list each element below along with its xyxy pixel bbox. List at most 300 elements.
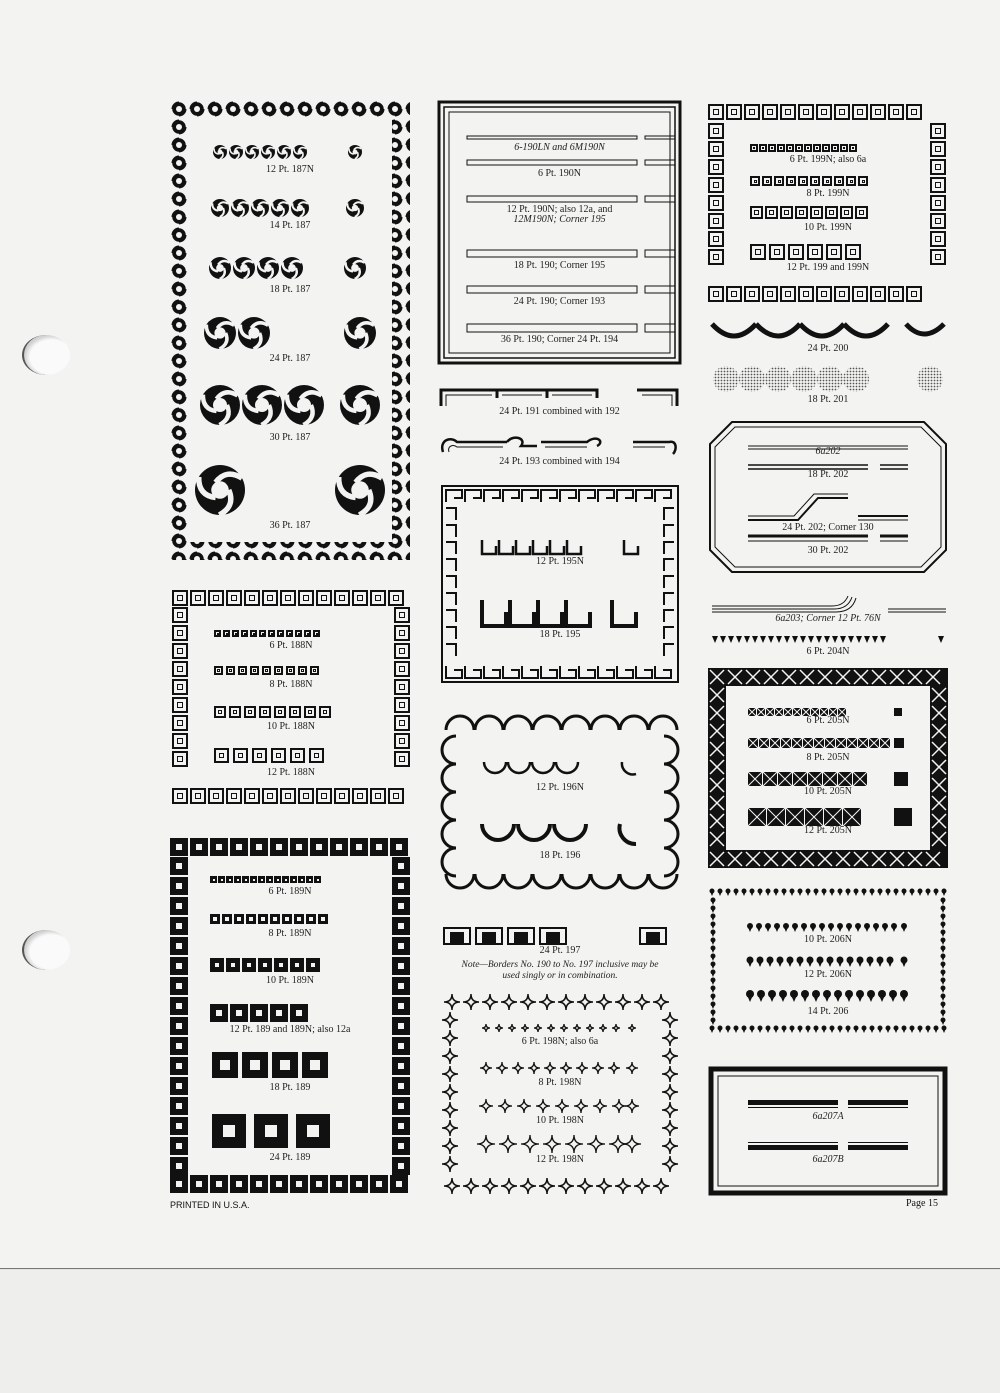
ornament-square (214, 706, 226, 718)
ornament-drop (783, 1030, 786, 1034)
ornament-swirl (284, 385, 324, 425)
border-205-frame (708, 668, 948, 868)
ornament-diamond (482, 1024, 490, 1032)
ornament-drop (927, 1030, 930, 1034)
border-200-specimen (708, 318, 948, 344)
ornament-square (280, 590, 296, 606)
ornament-square (798, 176, 808, 186)
ornament-scallop (482, 824, 514, 840)
ornament-square (190, 838, 208, 856)
ornament-square (834, 286, 850, 302)
ornament-key (560, 490, 576, 502)
ornament-drop (879, 1030, 882, 1034)
underlying-sheet (0, 1270, 1000, 1393)
ornament-square (270, 1004, 288, 1022)
ornament-drop (942, 918, 945, 922)
ornament-square (314, 876, 321, 883)
ornament-drop (800, 636, 806, 643)
ornament-drop (942, 910, 945, 914)
ornament-diamond (592, 1062, 604, 1074)
ornament-swirl (348, 145, 362, 159)
ornament-diamond (501, 1178, 517, 1194)
specimen-199-12 (750, 244, 861, 260)
ornament-square (286, 630, 293, 637)
ornament-diamond (539, 1178, 555, 1194)
ornament-square (834, 104, 850, 120)
ornament-square (274, 706, 286, 718)
ornament-drop (903, 1030, 906, 1034)
ornament-drop (728, 636, 734, 643)
label-206-14: 14 Pt. 206 (807, 1006, 849, 1017)
specimen-189-6 (210, 876, 321, 883)
ornament-diamond (634, 994, 650, 1010)
ornament-square (262, 666, 271, 675)
ornament-square (298, 666, 307, 675)
ornament-key (446, 593, 456, 605)
border-195-panel (440, 484, 680, 684)
ornament-drop (824, 636, 830, 643)
ornament-key (446, 490, 462, 502)
ornament-square (392, 857, 410, 875)
label-199-10: 10 Pt. 199N (803, 222, 853, 233)
ornament-swirl (271, 199, 289, 217)
ornament-drop (712, 982, 715, 986)
border-203-specimen (708, 594, 948, 614)
ornament-square (259, 706, 271, 718)
ornament-square (306, 876, 313, 883)
border-197-specimen (440, 926, 680, 946)
ornament-square (223, 630, 230, 637)
ornament-square (390, 1175, 408, 1193)
ornament-drop (815, 893, 818, 897)
ornament-drop (883, 928, 887, 932)
ornament-key (541, 490, 557, 502)
ornament-square (212, 1052, 238, 1078)
label-189-18: 18 Pt. 189 (269, 1082, 311, 1093)
ornament-square (370, 1175, 388, 1193)
label-200: 24 Pt. 200 (807, 343, 849, 354)
ornament-key (624, 540, 638, 554)
ornament-drop (942, 950, 945, 954)
ornament-tile (894, 738, 904, 748)
ornament-square (270, 1175, 288, 1193)
ornament-key (465, 666, 481, 678)
label-207B: 6a207B (812, 1154, 844, 1165)
ornament-swirl (233, 257, 255, 279)
ornament-swirl (340, 385, 380, 425)
ornament-square (258, 914, 268, 924)
specimen-189-8 (210, 914, 328, 924)
ornament-rule (467, 250, 637, 257)
ornament-square (310, 666, 319, 675)
border-198-frame (440, 992, 680, 1196)
ornament-square (290, 838, 308, 856)
ornament-block (646, 932, 660, 944)
ornament-square (392, 1037, 410, 1055)
ornament-square (816, 104, 832, 120)
ornament-square (310, 1175, 328, 1193)
ornament-key (617, 666, 633, 678)
ornament-square (845, 244, 861, 260)
ornament-square (822, 176, 832, 186)
border-188-top (172, 590, 404, 606)
ornament-drop (863, 893, 866, 897)
ornament-drop (825, 996, 830, 1002)
ornament-drop (712, 918, 715, 922)
ornament-square (226, 590, 242, 606)
ornament-drop (872, 636, 878, 643)
ornament-block (546, 932, 560, 944)
ornament-drop (748, 996, 753, 1002)
ornament-drop (808, 962, 812, 967)
ornament-square (294, 914, 304, 924)
ornament-square (250, 876, 257, 883)
label-199-6: 6 Pt. 199N; also 6a (789, 154, 867, 165)
ornament-drop (791, 1030, 794, 1034)
ornament-drop (856, 636, 862, 643)
ornament-drop (838, 928, 842, 932)
ornament-square (334, 788, 350, 804)
ornament-square (277, 630, 284, 637)
ornament-drop (788, 962, 792, 967)
ornament-drop (911, 893, 914, 897)
ornament-scallop (562, 874, 590, 888)
ornament-drop (743, 893, 746, 897)
ornament-key (503, 666, 519, 678)
ornament-diamond (558, 1178, 574, 1194)
ornament-drop (781, 996, 786, 1002)
ornament-diamond (520, 1178, 536, 1194)
label-189-6: 6 Pt. 189N (268, 886, 312, 897)
ornament-drop (847, 928, 851, 932)
ornament-drop (919, 893, 922, 897)
ornament-square (309, 748, 324, 763)
label-199-8: 8 Pt. 199N (806, 188, 850, 199)
ornament-drop (823, 893, 826, 897)
ornament-diamond (612, 1024, 620, 1032)
ornament-square (296, 1114, 330, 1148)
ornament-square (234, 876, 241, 883)
ornament-square (888, 286, 904, 302)
ornament-block (482, 932, 496, 944)
ornament-key (499, 540, 513, 554)
label-187-18: 18 Pt. 187 (269, 284, 311, 295)
ornament-swirl (335, 465, 385, 515)
printed-in-usa: PRINTED IN U.S.A. (170, 1200, 250, 1210)
ornament-square (762, 176, 772, 186)
ornament-drop (792, 996, 797, 1002)
ornament-square (170, 1057, 188, 1075)
ornament-square (798, 104, 814, 120)
ornament-square (392, 957, 410, 975)
ornament-square (352, 788, 368, 804)
ornament-square (831, 144, 839, 152)
ornament-square (254, 1114, 288, 1148)
ornament-square (190, 590, 206, 606)
ornament-drop (888, 962, 892, 967)
ornament-diamond (482, 1178, 498, 1194)
ornament-key (617, 490, 633, 502)
ornament-drop (902, 962, 906, 967)
ornament-square (392, 937, 410, 955)
ornament-diamond (534, 1024, 542, 1032)
ornament-square (250, 1004, 268, 1022)
ornament-key (664, 593, 674, 605)
ornament-square (849, 144, 857, 152)
ornament-square (750, 244, 766, 260)
ornament-square (233, 748, 248, 763)
ornament-swirl (209, 257, 231, 279)
ornament-drop (811, 928, 815, 932)
ornament-square (244, 706, 256, 718)
ornament-square (762, 286, 778, 302)
ornament-square (172, 625, 188, 641)
ornament-square (190, 1175, 208, 1193)
ornament-drop (848, 636, 854, 643)
ornament-diamond (560, 1062, 572, 1074)
ornament-drop (823, 1030, 826, 1034)
ornament-square (750, 176, 760, 186)
ornament-diamond (482, 994, 498, 1010)
label-199-12: 12 Pt. 199 and 199N (786, 262, 870, 273)
ornament-square (786, 176, 796, 186)
label-196-18: 18 Pt. 196 (539, 850, 581, 861)
specimen-188-10 (214, 706, 331, 718)
ornament-drop (832, 636, 838, 643)
border-189-top (170, 838, 408, 856)
border-207-frame (708, 1066, 948, 1196)
ornament-diamond (558, 994, 574, 1010)
ornament-drop (840, 636, 846, 643)
border-196-frame (440, 704, 680, 900)
ornament-square (394, 607, 410, 623)
label-190-12a: 12 Pt. 190N; also 12a, and (506, 204, 613, 215)
ornament-diamond (662, 1048, 678, 1064)
ornament-diamond (517, 1099, 531, 1113)
ornament-drop (712, 958, 715, 962)
ornament-key (446, 508, 456, 520)
ornament-swirl (344, 257, 366, 279)
ornament-square (768, 144, 776, 152)
ornament-swirl (231, 199, 249, 217)
ornament-drop (911, 1030, 914, 1034)
ornament-key (598, 666, 614, 678)
ornament-drop (751, 893, 754, 897)
ornament-key (522, 490, 538, 502)
ornament-square (304, 706, 316, 718)
label-190-18: 18 Pt. 190; Corner 195 (513, 260, 606, 271)
label-190-6LN: 6-190LN and 6M190N (514, 142, 605, 153)
ornament-drop (791, 893, 794, 897)
ornament-drop (778, 962, 782, 967)
ornament-square (726, 104, 742, 120)
label-205-8: 8 Pt. 205N (806, 752, 850, 763)
ornament-drop (712, 636, 718, 643)
ornament-key (482, 600, 506, 626)
ornament-square (813, 144, 821, 152)
ornament-square (852, 104, 868, 120)
ornament-square (282, 914, 292, 924)
ornament-diamond (508, 1024, 516, 1032)
ornament-drop (903, 893, 906, 897)
ornament-key (446, 610, 456, 622)
ornament-square (230, 1175, 248, 1193)
ornament-drop (712, 902, 715, 906)
ornament-scallop (475, 874, 503, 888)
ornament-diamond (547, 1024, 555, 1032)
ornament-drop (759, 893, 762, 897)
ornament-drop (807, 1030, 810, 1034)
border-199-panel (708, 104, 948, 304)
ornament-drop (808, 636, 814, 643)
ornament-diamond (560, 1024, 568, 1032)
ornament-drop (807, 893, 810, 897)
ornament-drop (855, 893, 858, 897)
ornament-diamond (596, 994, 612, 1010)
ornament-diamond (539, 994, 555, 1010)
ornament-drop (798, 962, 802, 967)
ornament-scallop (504, 716, 532, 730)
ornament-drop (752, 636, 758, 643)
ornament-swirl (242, 385, 282, 425)
ornament-square (313, 630, 320, 637)
binder-hole (22, 335, 70, 375)
label-197: 24 Pt. 197 (539, 945, 581, 956)
ornament-diamond (463, 1178, 479, 1194)
ornament-scallop (556, 762, 578, 773)
ornament-diamond (501, 994, 517, 1010)
ornament-drop (711, 893, 714, 897)
border-204-specimen (708, 634, 948, 646)
ornament-swirl (346, 199, 364, 217)
ornament-square (392, 1117, 410, 1135)
ornament-drop (838, 962, 842, 967)
ornament-tile (894, 772, 908, 786)
ornament-square (304, 630, 311, 637)
ornament-diamond (477, 1135, 495, 1153)
ornament-scallop (508, 762, 530, 773)
ornament-key (612, 600, 636, 626)
ornament-square (170, 1117, 188, 1135)
ornament-drop (784, 636, 790, 643)
label-202-30: 30 Pt. 202 (807, 545, 849, 556)
ornament-drop (887, 1030, 890, 1034)
specimen-199-6 (750, 144, 857, 152)
ornament-drop (775, 893, 778, 897)
label-188-6: 6 Pt. 188N (269, 640, 313, 651)
ornament-square (210, 1004, 228, 1022)
ornament-square (726, 286, 742, 302)
ornament-drop (820, 928, 824, 932)
ornament-diamond (536, 1099, 550, 1113)
ornament-square (370, 838, 388, 856)
ornament-key (446, 666, 462, 678)
ornament-square (795, 206, 808, 219)
ornament-square (810, 176, 820, 186)
specimen-189-12 (210, 1004, 308, 1022)
ornament-drop (793, 928, 797, 932)
ornament-scallop (532, 762, 554, 773)
ornament-drop (735, 893, 738, 897)
border-205-panel (708, 668, 948, 868)
ornament-square (840, 144, 848, 152)
page-number: Page 15 (906, 1198, 938, 1209)
ornament-drop (839, 893, 842, 897)
ornament-key (598, 490, 614, 502)
label-204: 6 Pt. 204N (806, 646, 850, 657)
ornament-square (392, 1057, 410, 1075)
ornament-square (208, 788, 224, 804)
ornament-swirl (211, 199, 229, 217)
ornament-drop (943, 893, 946, 897)
ornament-drop (751, 1030, 754, 1034)
ornament-square (190, 788, 206, 804)
ornament-square (242, 958, 256, 972)
border-193-194-specimen (437, 432, 682, 456)
ornament-square (290, 876, 297, 883)
border-201-specimen (708, 364, 948, 394)
ornament-key (655, 490, 671, 502)
label-198-8: 8 Pt. 198N (538, 1077, 582, 1088)
ornament-diamond (555, 1099, 569, 1113)
border-202-panel (708, 420, 948, 574)
ornament-swirl (344, 317, 376, 349)
ornament-drop (848, 962, 852, 967)
ornament-key (664, 610, 674, 622)
ornament-square (214, 748, 229, 763)
border-188-panel (172, 590, 410, 805)
ornament-square (777, 144, 785, 152)
ornament-square (250, 666, 259, 675)
ornament-drop (799, 1030, 802, 1034)
ornament-square (244, 590, 260, 606)
ornament-drop (869, 996, 874, 1002)
ornament-square (394, 625, 410, 641)
ornament-drop (720, 636, 726, 643)
ornament-diamond (528, 1062, 540, 1074)
ornament-key (664, 576, 674, 588)
ornament-diamond (615, 994, 631, 1010)
note-line-1: Note—Borders No. 190 to No. 197 inclusive may be (461, 960, 659, 970)
ornament-diamond (623, 1135, 641, 1153)
ornament-square (259, 630, 266, 637)
border-199-top (708, 104, 922, 120)
ornament-diamond (576, 1062, 588, 1074)
label-189-10: 10 Pt. 189N (265, 975, 315, 986)
ornament-diamond (573, 1024, 581, 1032)
ornament-square (210, 838, 228, 856)
binder-hole (22, 930, 70, 970)
ornament-square (210, 876, 217, 883)
ornament-drop (818, 962, 822, 967)
ornament-drop (743, 1030, 746, 1034)
ornament-drop (895, 893, 898, 897)
ornament-square (229, 706, 241, 718)
ornament-swirl (257, 257, 279, 279)
ornament-square (852, 286, 868, 302)
label-201: 18 Pt. 201 (807, 394, 849, 405)
ornament-diamond (615, 1178, 631, 1194)
border-207-panel (708, 1066, 948, 1196)
ornament-diamond (442, 1012, 458, 1028)
label-198-6: 6 Pt. 198N; also 6a (521, 1036, 599, 1047)
ornament-diamond (520, 994, 536, 1010)
ornament-key (664, 508, 674, 520)
border-189-panel (170, 838, 410, 1193)
ornament-square (392, 997, 410, 1015)
ornament-square (170, 1097, 188, 1115)
label-205-6: 6 Pt. 205N (806, 715, 850, 726)
